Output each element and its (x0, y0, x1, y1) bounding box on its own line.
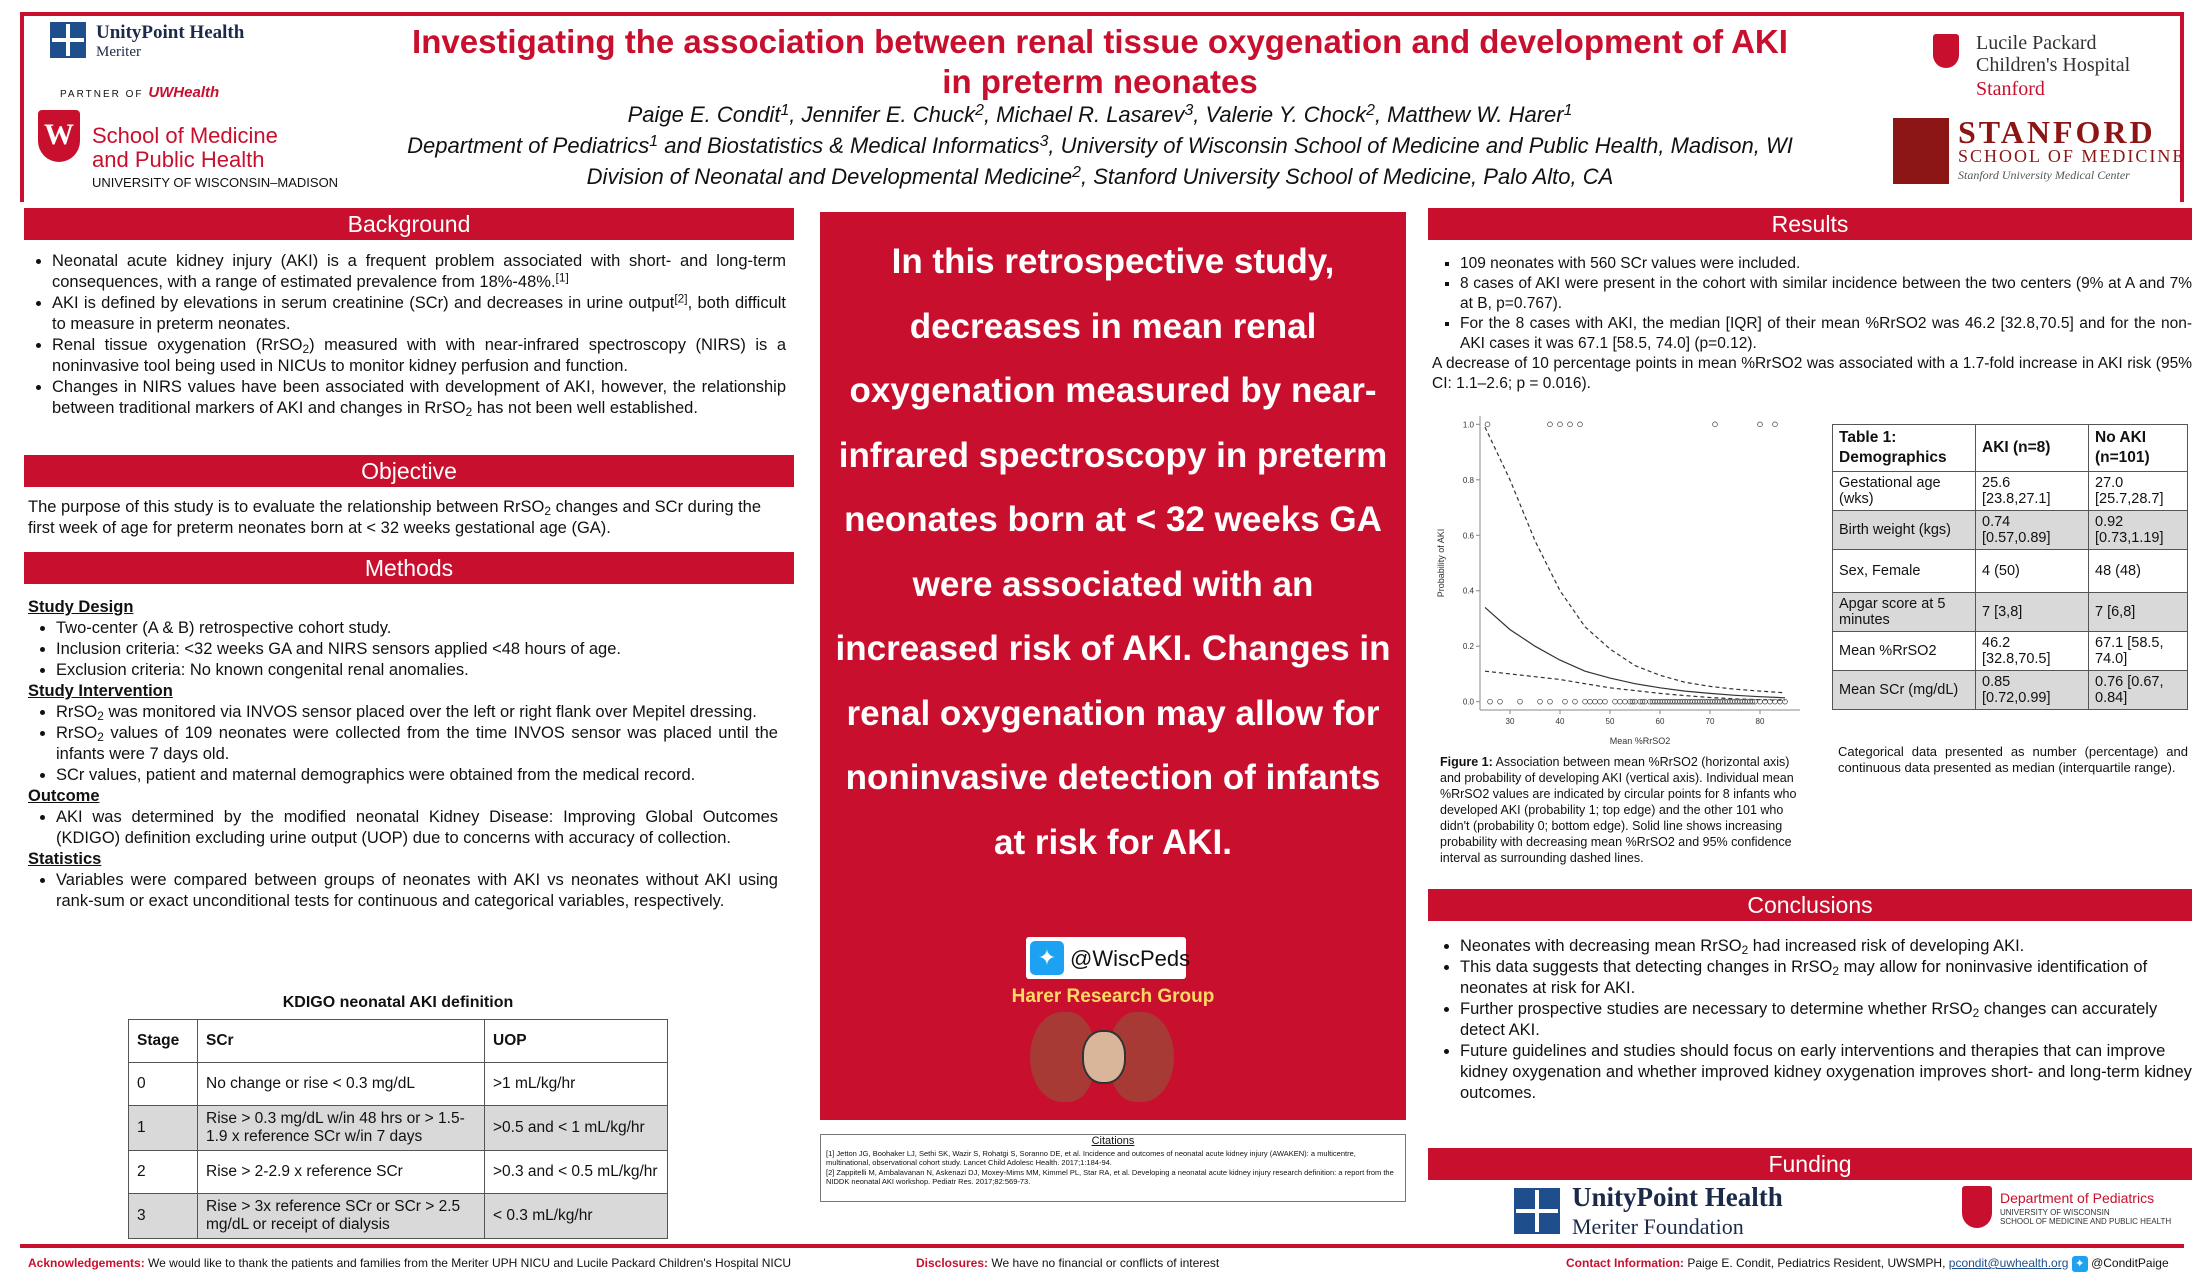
background-bullet (52, 335, 786, 377)
no-aki-point (1563, 699, 1568, 704)
title-line2: in preterm neonates (942, 63, 1258, 100)
no-aki-point (1593, 699, 1598, 704)
objective-text: The purpose of this study is to evaluate the relationship between RrSO (28, 498, 545, 516)
uw-madison: UNIVERSITY OF WISCONSIN–MADISON (92, 175, 339, 190)
bullet-text: This data suggests that detecting changes in RrSO (1460, 958, 1833, 976)
disclosures (916, 1256, 1219, 1270)
background-body (24, 251, 786, 419)
unitypoint-cross-icon (50, 22, 86, 58)
author-name: , Matthew W. Harer (1374, 102, 1564, 127)
conclusion-bullet (1460, 999, 2192, 1041)
bullet-text: values of 109 neonates were collected from the time INVOS sensor was placed until the infants were 7 days old. (56, 724, 778, 763)
outcome-heading: Outcome (28, 787, 100, 805)
unitypoint-name: UnityPoint Health (96, 22, 245, 43)
table-cell: < 0.3 mL/kg/hr (485, 1194, 668, 1239)
objective-text: changes and SCr during the first week of age for preterm neonates born at < 32 weeks gestational age (GA). (28, 498, 762, 537)
x-tick-label: 70 (1705, 717, 1715, 726)
no-aki-point (1603, 699, 1608, 704)
design-bullet: • Inclusion criteria: <32 weeks GA and NIRS sensors applied <48 hours of age. (56, 639, 778, 660)
aki-point (1773, 422, 1778, 427)
key-finding-text: In this retrospective study, decreases in mean renal oxygenation measured by near-infrared spectroscopy in preterm neonates born at < 32 weeks GA were associated with an increased risk of AKI. Changes in renal oxygenation may allow for noninvasive detection of infants at risk for AKI. (835, 242, 1391, 862)
uw-school-line2: and Public Health (92, 147, 265, 172)
table-cell: 0.74 [0.57,0.89] (1976, 511, 2089, 550)
author-name: Paige E. Condit (627, 102, 781, 127)
table-row (1833, 472, 2188, 511)
contact-text: Paige E. Condit, Pediatrics Resident, UWSMPH, (1684, 1256, 1949, 1271)
citation-2: [2] Zappitelli M, Ambalavanan N, Askenazi DJ, Moxey-Mims MM, Kimmel PL, Star RA, et al. Developing a neonatal acute kidney injury research definition: a report from the NIDDK neonatal AKI workshop. Pediatr Res. 2017;82:569-73. (826, 1167, 1394, 1186)
bullet-text: RrSO (56, 703, 98, 721)
subscript: 2 (97, 729, 104, 744)
author-name: , Jennifer E. Chuck (789, 102, 976, 127)
table-row (129, 1106, 668, 1151)
design-bullet: • Exclusion criteria: No known congenital renal anomalies. (56, 660, 778, 681)
aki-point (1578, 422, 1583, 427)
study-intervention-heading: Study Intervention (28, 682, 173, 700)
no-aki-point (1488, 699, 1493, 704)
figure-caption-text: Association between mean %RrSO2 (horizontal axis) and probability of developing AKI (vertical axis). Individual mean %RrSO2 values are indicated by circular points for 8 infants who developed AKI (probability 1; top edge) and the other 101 who didn't (probability 0; bottom edge). Solid line shows increasing probability with decreasing mean %RrSO2 and 95% confidence interval as surrounding dashed lines. (1440, 755, 1797, 865)
x-tick-label: 40 (1555, 717, 1565, 726)
disc-label: Disclosures: (916, 1256, 989, 1270)
background-heading: Background (24, 208, 794, 240)
subscript: 2 (1972, 1005, 1980, 1020)
table-row (1833, 632, 2188, 671)
dept-sub-line: SCHOOL OF MEDICINE AND PUBLIC HEALTH (2000, 1217, 2172, 1226)
unitypoint-sub: Meriter (96, 44, 141, 60)
no-aki-point (1498, 699, 1503, 704)
bullet-text: AKI is defined by elevations in serum creatinine (SCr) and decreases in urine output (52, 294, 675, 312)
table-cell: 27.0 [25.7,28.7] (2089, 472, 2188, 511)
fit-line (1485, 607, 1785, 697)
table-cell: Sex, Female (1833, 550, 1976, 593)
y-axis-label: Probability of AKI (1436, 528, 1446, 598)
stanford-school: SCHOOL OF MEDICINE (1958, 146, 2186, 166)
table-header-cell: UOP (485, 1020, 668, 1063)
twitter-handle[interactable]: @WiscPeds (1070, 946, 1191, 971)
aki-point (1548, 422, 1553, 427)
aki-point (1485, 422, 1490, 427)
results-bullet: ▪ 8 cases of AKI were present in the cohort with similar incidence between the two centers (9% at A and 7% at B, p=0.767). (1460, 274, 2192, 314)
table-cell: 46.2 [32.8,70.5] (1976, 632, 2089, 671)
intervention-bullet (56, 723, 778, 765)
intervention-bullet: • SCr values, patient and maternal demographics were obtained from the medical record. (56, 765, 778, 786)
table-cell: 25.6 [23.8,27.1] (1976, 472, 2089, 511)
table-header-cell: No AKI (n=101) (2089, 425, 2188, 472)
bullet-text: Neonates with decreasing mean RrSO (1460, 937, 1742, 955)
affil-text: and Biostatistics & Medical Informatics (658, 133, 1040, 158)
citations-box (820, 1134, 1406, 1202)
lucile-packard-heart-icon (1933, 34, 1959, 68)
table-header-cell: Stage (129, 1020, 198, 1063)
dept-pediatrics-sub (2000, 1208, 2171, 1226)
subscript: 2 (544, 503, 551, 518)
ref-sup: [1] (555, 270, 569, 285)
citations-heading: Citations (1091, 1135, 1135, 1147)
no-aki-point (1518, 699, 1523, 704)
no-aki-point (1768, 699, 1773, 704)
aki-point (1758, 422, 1763, 427)
aki-point (1558, 422, 1563, 427)
intervention-bullet (56, 702, 778, 723)
bullet-text: may allow for noninvasive identification of neonates at risk for AKI. (1460, 958, 2148, 997)
objective-body (28, 497, 788, 539)
author-name: , Valerie Y. Chock (1193, 102, 1367, 127)
bullet-text: ) measured with with near-infrared spectroscopy (NIRS) is a noninvasive tool being used in NICUs to monitor kidney perfusion and function. (52, 336, 787, 375)
lp-line2: Children's Hospital (1976, 54, 2131, 76)
funder-name: UnityPoint Health (1572, 1182, 1783, 1212)
partner-label: PARTNER OF (60, 89, 144, 100)
contact-email-link[interactable]: pcondit@uwhealth.org (1948, 1256, 2069, 1271)
ack-label: Acknowledgements: (28, 1256, 145, 1270)
affil-text: Department of Pediatrics (407, 133, 650, 158)
bullet-text: , both difficult to measure in preterm neonates. (52, 294, 786, 333)
no-aki-point (1588, 699, 1593, 704)
x-tick-label: 50 (1605, 717, 1615, 726)
affil-text: Division of Neonatal and Developmental Medicine (586, 164, 1073, 189)
contact-twitter[interactable]: @ConditPaige (2091, 1256, 2169, 1271)
affil-text: , Stanford University School of Medicine, Palo Alto, CA (1080, 164, 1614, 189)
bullet-text: Further prospective studies are necessary to determine whether RrSO (1460, 1000, 1973, 1018)
x-tick-label: 80 (1755, 717, 1765, 726)
results-bullet: ▪ For the 8 cases with AKI, the median [IQR] of their mean %RrSO2 was 46.2 [32.8,70.5] and for the non-AKI cases it was 67.1 [58.5, 74.0] (p=0.12). (1460, 314, 2192, 354)
table-cell: No change or rise < 0.3 mg/dL (198, 1063, 485, 1106)
ack-text: We would like to thank the patients and families from the Meriter UPH NICU and Lucile Packard Children's Hospital NICU (144, 1256, 792, 1270)
uwhealth-logo: UWHealth (148, 84, 220, 101)
author-sup: 2 (1366, 101, 1375, 119)
author-sup: 1 (1563, 101, 1573, 119)
table-row (129, 1151, 668, 1194)
table-row (1833, 593, 2188, 632)
results-heading: Results (1428, 208, 2192, 240)
frame-left-rule (20, 12, 24, 202)
affil-text: , University of Wisconsin School of Medicine and Public Health, Madison, WI (1048, 133, 1793, 158)
aki-point (1568, 422, 1573, 427)
no-aki-point (1583, 699, 1588, 704)
statistics-bullet: • Variables were compared between groups of neonates with AKI vs neonates without AKI using rank-sum or exact unconditional tests for continuous and categorical variables, respectively. (56, 870, 778, 912)
table-cell: >0.3 and < 0.5 mL/kg/hr (485, 1151, 668, 1194)
author-sup: 3 (1184, 101, 1194, 119)
bullet-text: Renal tissue oxygenation (RrSO (52, 336, 303, 354)
lp-stanford: Stanford (1976, 78, 2045, 100)
background-bullet (52, 251, 786, 293)
author-sup: 2 (975, 101, 984, 119)
table-cell: Apgar score at 5 minutes (1833, 593, 1976, 632)
table-cell: 67.1 [58.5, 74.0] (2089, 632, 2188, 671)
conclusion-bullet: • Future guidelines and studies should focus on early interventions and therapies that can improve kidney oxygenation and whether improved kidney oxygenation improves short- and long-term kidney outcomes. (1460, 1041, 2192, 1104)
y-tick-label: 0.6 (1462, 531, 1474, 541)
table-cell: >0.5 and < 1 mL/kg/hr (485, 1106, 668, 1151)
table-cell: Rise > 2-2.9 x reference SCr (198, 1151, 485, 1194)
table-row (129, 1063, 668, 1106)
research-group-name: Harer Research Group (1011, 986, 1215, 1007)
table-cell: 2 (129, 1151, 198, 1194)
subscript: 2 (1832, 963, 1839, 978)
funding-heading: Funding (1428, 1148, 2192, 1180)
no-aki-point (1548, 699, 1553, 704)
title-line1: Investigating the association between renal tissue oxygenation and development of AKI (412, 23, 1788, 60)
table-cell: 48 (48) (2089, 550, 2188, 593)
author-sup: 1 (780, 101, 790, 119)
uw-crest-icon (1962, 1186, 1992, 1228)
methods-heading: Methods (24, 552, 794, 584)
disc-text: We have no financial or conflicts of interest (988, 1256, 1220, 1270)
background-bullet (52, 377, 786, 419)
table-header-row (1833, 425, 2188, 472)
x-tick-label: 30 (1505, 717, 1515, 726)
author-list (340, 100, 1860, 130)
design-bullet: • Two-center (A & B) retrospective cohort study. (56, 618, 778, 639)
conclusion-bullet (1460, 957, 2192, 999)
objective-heading: Objective (24, 455, 794, 487)
demographics-table (1832, 424, 2188, 710)
stanford-seal-icon (1893, 118, 1949, 184)
results-body (1432, 254, 2192, 394)
table-cell: 0.76 [0.67, 0.84] (2089, 671, 2188, 710)
no-aki-point (1623, 699, 1628, 704)
stanford-name: STANFORD (1958, 114, 2156, 150)
bullet-text: Changes in NIRS values have been associated with development of AKI, however, the relationship between traditional markers of AKI and changes in RrSO (52, 378, 786, 417)
bullet-text: changes can accurately detect AKI. (1460, 1000, 2158, 1039)
dept-pediatrics-name: Department of Pediatrics (2000, 1190, 2155, 1206)
bullet-text: was monitored via INVOS sensor placed over the left or right flank over Mepitel dressing. (103, 703, 757, 721)
no-aki-point (1773, 699, 1778, 704)
lp-line1: Lucile Packard (1976, 32, 2097, 54)
bullet-text: has not been well established. (472, 399, 698, 417)
study-design-heading: Study Design (28, 598, 134, 616)
table-cell: 4 (50) (1976, 550, 2089, 593)
affil-sup: 3 (1039, 132, 1049, 150)
table-header-cell: AKI (n=8) (1976, 425, 2089, 472)
table-cell: 3 (129, 1194, 198, 1239)
kdigo-caption: KDIGO neonatal AKI definition (282, 994, 514, 1011)
x-axis-label: Mean %RrSO2 (1609, 736, 1671, 746)
acknowledgements (28, 1256, 791, 1270)
twitter-icon: ✦ (2072, 1256, 2088, 1272)
conclusions-body (1432, 936, 2192, 1104)
y-tick-label: 1.0 (1462, 420, 1474, 430)
unitypoint-cross-icon (1514, 1188, 1560, 1234)
affil-sup: 1 (649, 132, 659, 150)
partner-line (60, 84, 219, 101)
lucile-packard-name (1976, 32, 2130, 76)
background-bullet (52, 293, 786, 335)
ci-upper-line (1485, 427, 1785, 693)
table-cell: Birth weight (kgs) (1833, 511, 1976, 550)
citation-1: [1] Jetton JG, Boohaker LJ, Sethi SK, Wazir S, Rohatgi S, Soranno DE, et al. Incidence and outcomes of neonatal acute kidney injury (AWAKEN): a multicentre, multinational, observational cohort study. Lancet Child Adolesc Health. 2017;1:184-94. (826, 1148, 1356, 1167)
affiliation-2 (340, 161, 1860, 192)
poster-title (340, 22, 1860, 102)
frame-bottom-rule (20, 1244, 2184, 1248)
no-aki-point (1618, 699, 1623, 704)
bullet-text: Neonatal acute kidney injury (AKI) is a frequent problem associated with short- and long-term consequences, with a range of estimated prevalence from 18%-48%. (52, 252, 786, 291)
portrait-image (1082, 1030, 1126, 1084)
table-row (1833, 550, 2188, 593)
probability-chart (1432, 408, 1812, 750)
subscript: 2 (465, 404, 473, 419)
table-cell: 7 [3,8] (1976, 593, 2089, 632)
no-aki-point (1538, 699, 1543, 704)
table-cell: 1 (129, 1106, 198, 1151)
author-name: , Michael R. Lasarev (983, 102, 1185, 127)
ref-sup: [2] (674, 291, 688, 306)
table-header-cell: Table 1: Demographics (1833, 425, 1976, 472)
y-tick-label: 0.2 (1462, 642, 1474, 652)
table-cell: >1 mL/kg/hr (485, 1063, 668, 1106)
affil-sup: 2 (1072, 163, 1081, 181)
affiliations (340, 130, 1860, 192)
results-summary: A decrease of 10 percentage points in mean %RrSO2 was associated with a 1.7-fold increase in AKI risk (95% CI: 1.1–2.6; p = 0.016). (1432, 355, 2192, 392)
y-tick-label: 0.8 (1462, 475, 1474, 485)
uw-school-line1: School of Medicine (92, 123, 278, 148)
no-aki-point (1613, 699, 1618, 704)
twitter-icon: ✦ (1030, 941, 1064, 975)
methods-body (28, 597, 778, 912)
table-cell: 0 (129, 1063, 198, 1106)
stanford-center: Stanford University Medical Center (1958, 168, 2130, 182)
bullet-text: had increased risk of developing AKI. (1748, 937, 2025, 955)
table-cell: Mean %RrSO2 (1833, 632, 1976, 671)
figure-label: Figure 1: (1440, 755, 1493, 769)
aki-point (1713, 422, 1718, 427)
table-cell: 7 [6,8] (2089, 593, 2188, 632)
figure-caption (1440, 754, 1804, 866)
table-row (1833, 511, 2188, 550)
bullet-text: RrSO (56, 724, 98, 742)
table-cell: 0.85 [0.72,0.99] (1976, 671, 2089, 710)
x-tick-label: 60 (1655, 717, 1665, 726)
conclusions-heading: Conclusions (1428, 889, 2192, 921)
outcome-bullet: • AKI was determined by the modified neonatal Kidney Disease: Improving Global Outcomes (KDIGO) definition excluding urine output (UOP) due to concerns with accuracy of collection. (56, 807, 778, 849)
table-cell: 0.92 [0.73,1.19] (2089, 511, 2188, 550)
no-aki-point (1573, 699, 1578, 704)
affiliation-1 (340, 130, 1860, 161)
statistics-heading: Statistics (28, 850, 102, 868)
frame-top-rule (20, 12, 2184, 16)
conclusion-bullet (1460, 936, 2192, 957)
table-cell: Rise > 0.3 mg/dL w/in 48 hrs or > 1.5-1.9 x reference SCr w/in 7 days (198, 1106, 485, 1151)
table-cell: Gestational age (wks) (1833, 472, 1976, 511)
table-header-cell: SCr (198, 1020, 485, 1063)
table-row (1833, 671, 2188, 710)
table-note: Categorical data presented as number (percentage) and continuous data presented as median (interquartile range). (1838, 744, 2188, 775)
funder-sub: Meriter Foundation (1572, 1214, 1744, 1239)
kdigo-table (128, 1019, 668, 1239)
no-aki-point (1598, 699, 1603, 704)
dept-sub-line: UNIVERSITY OF WISCONSIN (2000, 1208, 2110, 1217)
uw-crest-icon: W (38, 110, 80, 162)
y-tick-label: 0.0 (1462, 697, 1474, 707)
unitypoint-logo (50, 22, 280, 66)
subscript: 2 (302, 341, 310, 356)
table-row (129, 1194, 668, 1239)
contact-label: Contact Information: (1566, 1256, 1684, 1271)
frame-right-rule (2180, 12, 2184, 202)
table-cell: Rise > 3x reference SCr or SCr > 2.5 mg/dL or receipt of dialysis (198, 1194, 485, 1239)
uw-school-name (92, 124, 278, 172)
table-header-row (129, 1020, 668, 1063)
y-tick-label: 0.4 (1462, 586, 1474, 596)
subscript: 2 (97, 708, 104, 723)
table-cell: Mean SCr (mg/dL) (1833, 671, 1976, 710)
results-bullet: ▪ 109 neonates with 560 SCr values were included. (1460, 254, 2192, 274)
contact-info (1566, 1256, 2169, 1272)
subscript: 2 (1741, 942, 1749, 957)
